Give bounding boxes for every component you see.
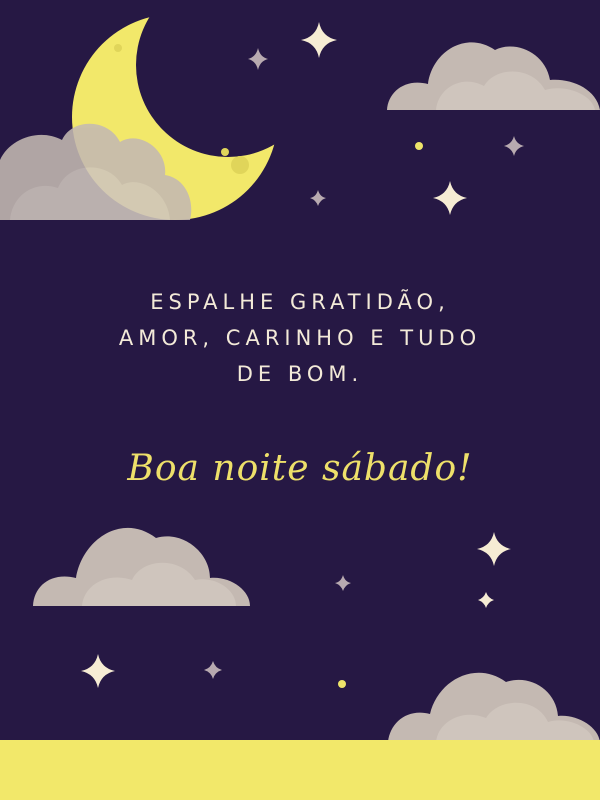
greeting-title: Boa noite sábado! — [127, 448, 473, 489]
cloud-icon — [388, 673, 600, 742]
sparkle-star-icon — [477, 532, 511, 566]
dot-icon — [338, 680, 346, 688]
dot-icon — [415, 142, 423, 150]
message-line-1: ESPALHE GRATIDÃO, — [150, 290, 450, 314]
sparkle-star-icon — [310, 190, 326, 206]
message-line-3: DE BOM. — [236, 362, 364, 386]
cloud-icon — [387, 42, 600, 110]
sparkle-star-icon — [478, 592, 494, 608]
sparkle-star-icon — [204, 661, 222, 679]
sparkle-star-icon — [301, 22, 337, 58]
sparkle-star-icon — [504, 136, 524, 156]
sparkle-star-icon — [433, 181, 467, 215]
sparkle-star-icon — [81, 654, 115, 688]
message-line-2: AMOR, CARINHO E TUDO — [118, 326, 482, 350]
cloud-icon — [33, 528, 250, 606]
message-text — [60, 284, 540, 392]
ground-strip — [0, 740, 600, 800]
sparkle-star-icon — [335, 575, 351, 591]
